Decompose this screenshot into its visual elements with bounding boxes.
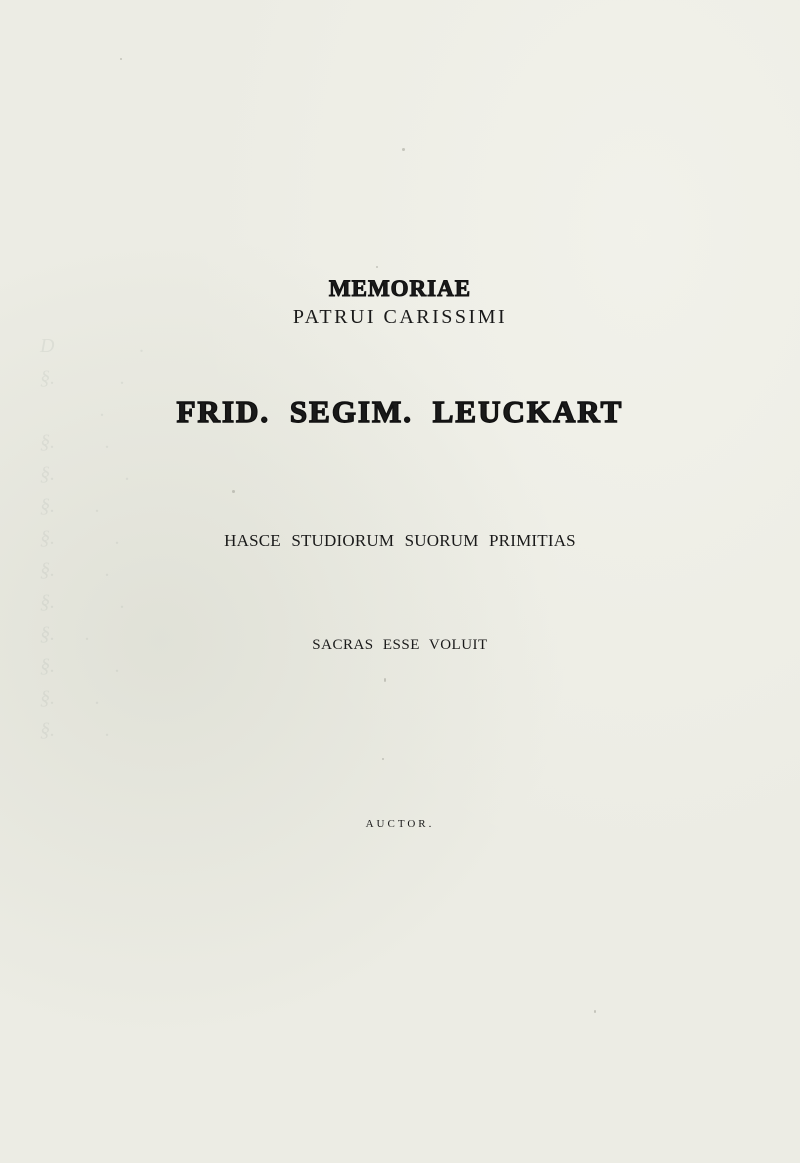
paper-speck xyxy=(402,148,405,151)
paper-speck xyxy=(232,490,235,493)
paper-speck xyxy=(384,678,386,682)
dedication-name: FRID. SEGIM. LEUCKART xyxy=(176,394,624,429)
dedication-signature: AUCTOR. xyxy=(365,818,435,830)
show-through-text: D . §. . . §. . §. . §. . §. . §. . §. . §. . §. . §. . §. . xyxy=(40,335,145,741)
paper-speck xyxy=(382,758,384,760)
dedication-sacras: SACRAS ESSE VOLUIT xyxy=(312,637,488,653)
dedication-hasce: HASCE STUDIORUM SUORUM PRIMITIAS xyxy=(224,531,576,550)
paper-speck xyxy=(594,1010,596,1013)
paper-speck xyxy=(120,58,122,60)
dedication-memoriae: MEMORIAE xyxy=(328,276,472,301)
paper-speck xyxy=(376,266,378,268)
dedication-patrui: PATRUI CARISSIMI xyxy=(292,306,508,328)
